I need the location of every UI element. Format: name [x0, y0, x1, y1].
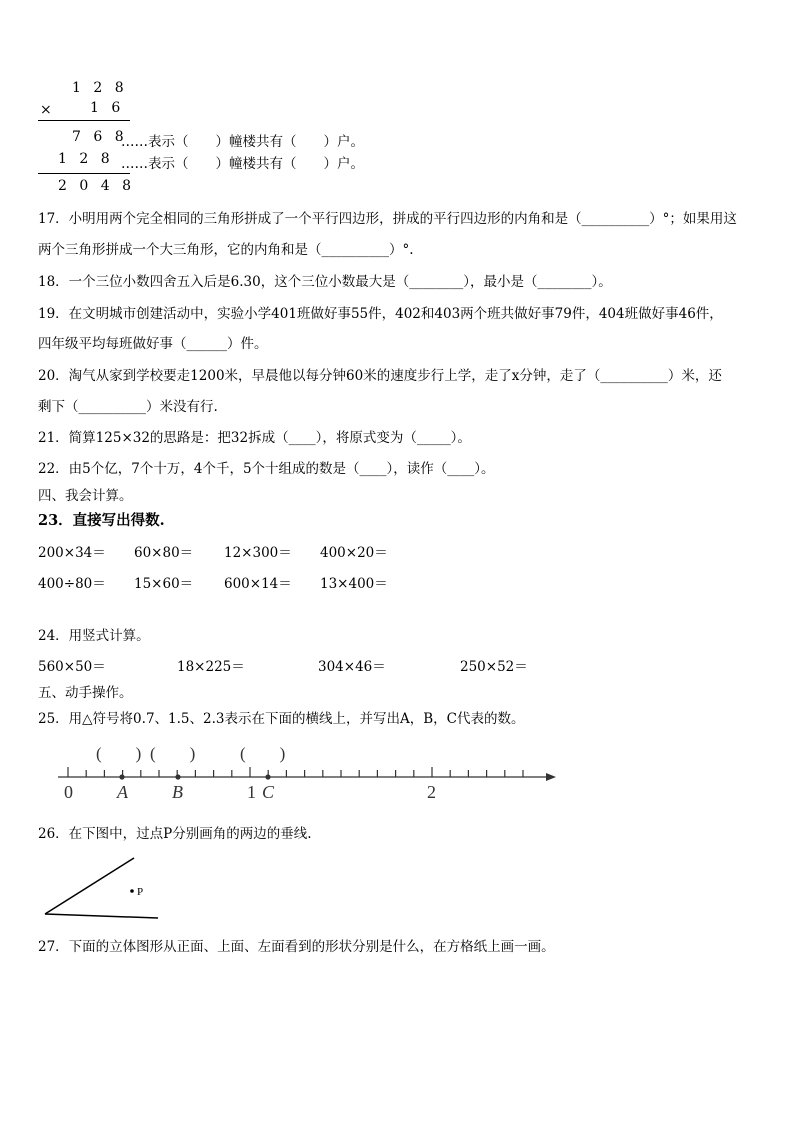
q24-item: 250×52＝: [460, 659, 528, 675]
partial-product-2: 1 2 8: [58, 151, 114, 167]
number-line: [0, 735, 794, 805]
q24-title: 24．用竖式计算。: [38, 628, 150, 644]
q17-line1: 17．小明用两个完全相同的三角形拼成了一个平行四边形，拼成的平行四边形的内角和是（__________）°；如果用这: [38, 211, 737, 227]
q27: 27．下面的立体图形从正面、上面、左面看到的形状分别是什么，在方格纸上画一画。: [38, 939, 555, 955]
q26-title: 26．在下图中，过点P分别画角的两边的垂线.: [38, 826, 312, 842]
label-a: A: [117, 782, 128, 802]
q21: 21．简算125×32的思路是：把32拆成（____），将原式变为（_____）。: [38, 430, 471, 446]
divider-line-1: [38, 120, 130, 121]
point-a-dot: [119, 774, 124, 779]
q20-line2: 剩下（__________）米没有行.: [38, 399, 218, 415]
angle-figure: [0, 850, 200, 930]
q24-item: 18×225＝: [177, 659, 245, 675]
label-b: B: [172, 782, 183, 802]
arrow-head-icon: [546, 773, 556, 781]
bracket-c: ( ): [240, 744, 286, 763]
multiplicand: 1 2 8: [72, 80, 128, 96]
point-p-dot: [130, 889, 134, 893]
q19-line2: 四年级平均每班做好事（______）件。: [38, 336, 268, 352]
q23-item: 13×400＝: [320, 576, 388, 592]
q18: 18．一个三位小数四舍五入后是6.30，这个三位小数最大是（________），最小是（________）。: [38, 274, 612, 290]
bracket-b: ( ): [150, 744, 196, 763]
label-c: C: [262, 782, 275, 802]
label-two: 2: [427, 782, 436, 802]
q24-item: 304×46＝: [318, 659, 386, 675]
q19-line1: 19．在文明城市创建活动中，实验小学401班做好事55件，402和403两个班共做好事79件，404班做好事46件，: [38, 306, 723, 322]
q23-item: 15×60＝: [134, 576, 194, 592]
label-one: 1: [247, 782, 256, 802]
q25-title: 25．用△符号将0.7、1.5、2.3表示在下面的横线上，并写出A，B，C代表的数。: [38, 711, 525, 727]
bracket-a: ( ): [96, 744, 142, 763]
partial-note-1: ……表示（ ）幢楼共有（ ）户。: [121, 134, 364, 150]
q17-line2: 两个三角形拼成一个大三角形，它的内角和是（__________）°.: [38, 242, 414, 258]
angle-side-upper: [45, 858, 134, 914]
q22: 22．由5个亿，7个十万，4个千，5个十组成的数是（____），读作（____）。: [38, 461, 495, 477]
partial-product-1: 7 6 8: [72, 129, 128, 145]
section-4-heading: 四、我会计算。: [38, 488, 133, 504]
point-p-label: P: [137, 886, 144, 898]
section-5-heading: 五、动手操作。: [38, 685, 133, 701]
number-line-ticks: [68, 767, 523, 777]
multiply-sign: ×: [40, 102, 56, 118]
q24-item: 560×50＝: [38, 659, 106, 675]
q23-title: 23．直接写出得数.: [38, 512, 165, 529]
product-result: 2 0 4 8: [58, 178, 135, 194]
divider-line-2: [38, 173, 130, 174]
label-zero: 0: [64, 782, 73, 802]
q23-item: 12×300＝: [224, 545, 292, 561]
q23-item: 200×34＝: [38, 545, 106, 561]
multiplier: 1 6: [90, 100, 125, 116]
q23-item: 400÷80＝: [38, 576, 106, 592]
angle-side-lower: [45, 914, 158, 918]
partial-note-2: ……表示（ ）幢楼共有（ ）户。: [121, 156, 364, 172]
point-c-dot: [265, 774, 270, 779]
q20-line1: 20．淘气从家到学校要走1200米，早晨他以每分钟60米的速度步行上学，走了x分钟，走了（__________）米，还: [38, 368, 722, 384]
q23-item: 600×14＝: [224, 576, 292, 592]
q23-item: 60×80＝: [134, 545, 194, 561]
q23-item: 400×20＝: [320, 545, 388, 561]
point-b-dot: [175, 774, 180, 779]
